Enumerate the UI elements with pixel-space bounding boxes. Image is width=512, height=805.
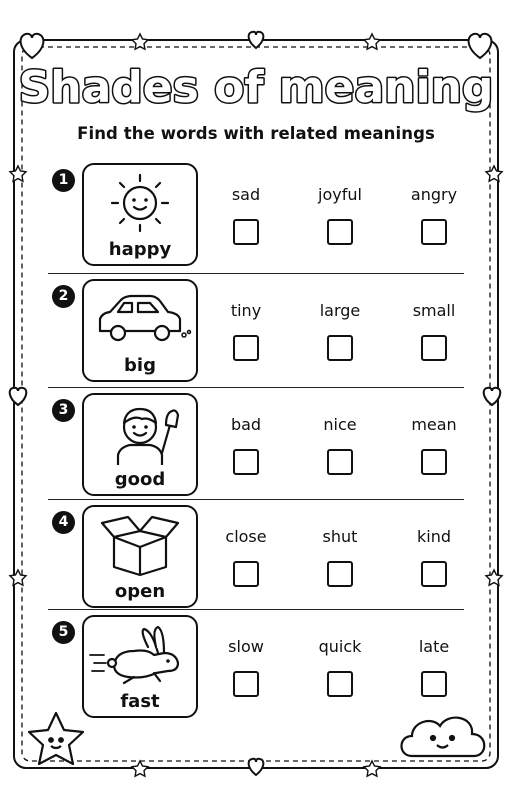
option-checkbox[interactable] bbox=[233, 219, 259, 245]
option-checkbox[interactable] bbox=[421, 449, 447, 475]
open-box-icon bbox=[84, 507, 195, 577]
option-label: tiny bbox=[230, 301, 262, 320]
svg-text:Shades of meaning: Shades of meaning bbox=[18, 62, 494, 113]
word-card bbox=[82, 163, 198, 266]
question-number: 1 bbox=[52, 169, 75, 192]
option-checkbox[interactable] bbox=[327, 561, 353, 587]
option-2 bbox=[300, 527, 380, 587]
option-label: large bbox=[319, 301, 361, 320]
car-icon bbox=[84, 281, 195, 351]
option-1 bbox=[206, 415, 286, 475]
word-card bbox=[82, 393, 198, 496]
option-checkbox[interactable] bbox=[233, 671, 259, 697]
option-label: bad bbox=[230, 415, 262, 434]
option-label: nice bbox=[323, 415, 357, 434]
option-1 bbox=[206, 527, 286, 587]
option-3 bbox=[394, 301, 474, 361]
option-checkbox[interactable] bbox=[233, 449, 259, 475]
question-row-3 bbox=[48, 393, 468, 505]
option-checkbox[interactable] bbox=[327, 671, 353, 697]
option-2 bbox=[300, 415, 380, 475]
option-label: kind bbox=[416, 527, 451, 546]
word-card bbox=[82, 505, 198, 608]
subtitle: Find the words with related meanings bbox=[77, 124, 435, 143]
option-label: late bbox=[418, 637, 450, 656]
word-card bbox=[82, 615, 198, 718]
running-rabbit-icon bbox=[84, 617, 195, 687]
option-label: shut bbox=[322, 527, 358, 546]
target-word: fast bbox=[120, 691, 160, 712]
question-number: 5 bbox=[52, 621, 75, 644]
waving-boy-icon bbox=[84, 395, 195, 465]
question-row-4 bbox=[48, 505, 468, 617]
option-checkbox[interactable] bbox=[233, 561, 259, 587]
option-checkbox[interactable] bbox=[327, 219, 353, 245]
question-number: 4 bbox=[52, 511, 75, 534]
option-1 bbox=[206, 637, 286, 697]
option-3 bbox=[394, 415, 474, 475]
option-label: mean bbox=[411, 415, 457, 434]
option-checkbox[interactable] bbox=[327, 335, 353, 361]
row-divider bbox=[48, 387, 464, 388]
option-3 bbox=[394, 527, 474, 587]
question-number: 3 bbox=[52, 399, 75, 422]
option-1 bbox=[206, 185, 286, 245]
option-label: small bbox=[412, 301, 456, 320]
target-word: open bbox=[114, 581, 166, 602]
target-word: big bbox=[124, 355, 156, 376]
question-number: 2 bbox=[52, 285, 75, 308]
option-checkbox[interactable] bbox=[421, 561, 447, 587]
option-checkbox[interactable] bbox=[233, 335, 259, 361]
question-row-2 bbox=[48, 279, 468, 391]
option-checkbox[interactable] bbox=[421, 219, 447, 245]
option-label: joyful bbox=[318, 185, 362, 204]
option-label: slow bbox=[228, 637, 264, 656]
option-checkbox[interactable] bbox=[421, 335, 447, 361]
word-card bbox=[82, 279, 198, 382]
option-2 bbox=[300, 185, 380, 245]
option-checkbox[interactable] bbox=[327, 449, 353, 475]
sun-icon bbox=[84, 165, 195, 235]
option-label: sad bbox=[231, 185, 261, 204]
option-3 bbox=[394, 637, 474, 697]
option-checkbox[interactable] bbox=[421, 671, 447, 697]
row-divider bbox=[48, 273, 464, 274]
question-row-1 bbox=[48, 163, 468, 275]
row-divider bbox=[48, 609, 464, 610]
option-3 bbox=[394, 185, 474, 245]
option-label: close bbox=[225, 527, 267, 546]
target-word: good bbox=[114, 469, 166, 490]
target-word: happy bbox=[108, 239, 172, 260]
option-1 bbox=[206, 301, 286, 361]
question-row-5 bbox=[48, 615, 468, 727]
row-divider bbox=[48, 499, 464, 500]
option-label: quick bbox=[318, 637, 362, 656]
page-title bbox=[0, 58, 512, 118]
option-label: angry bbox=[410, 185, 458, 204]
option-2 bbox=[300, 301, 380, 361]
option-2 bbox=[300, 637, 380, 697]
